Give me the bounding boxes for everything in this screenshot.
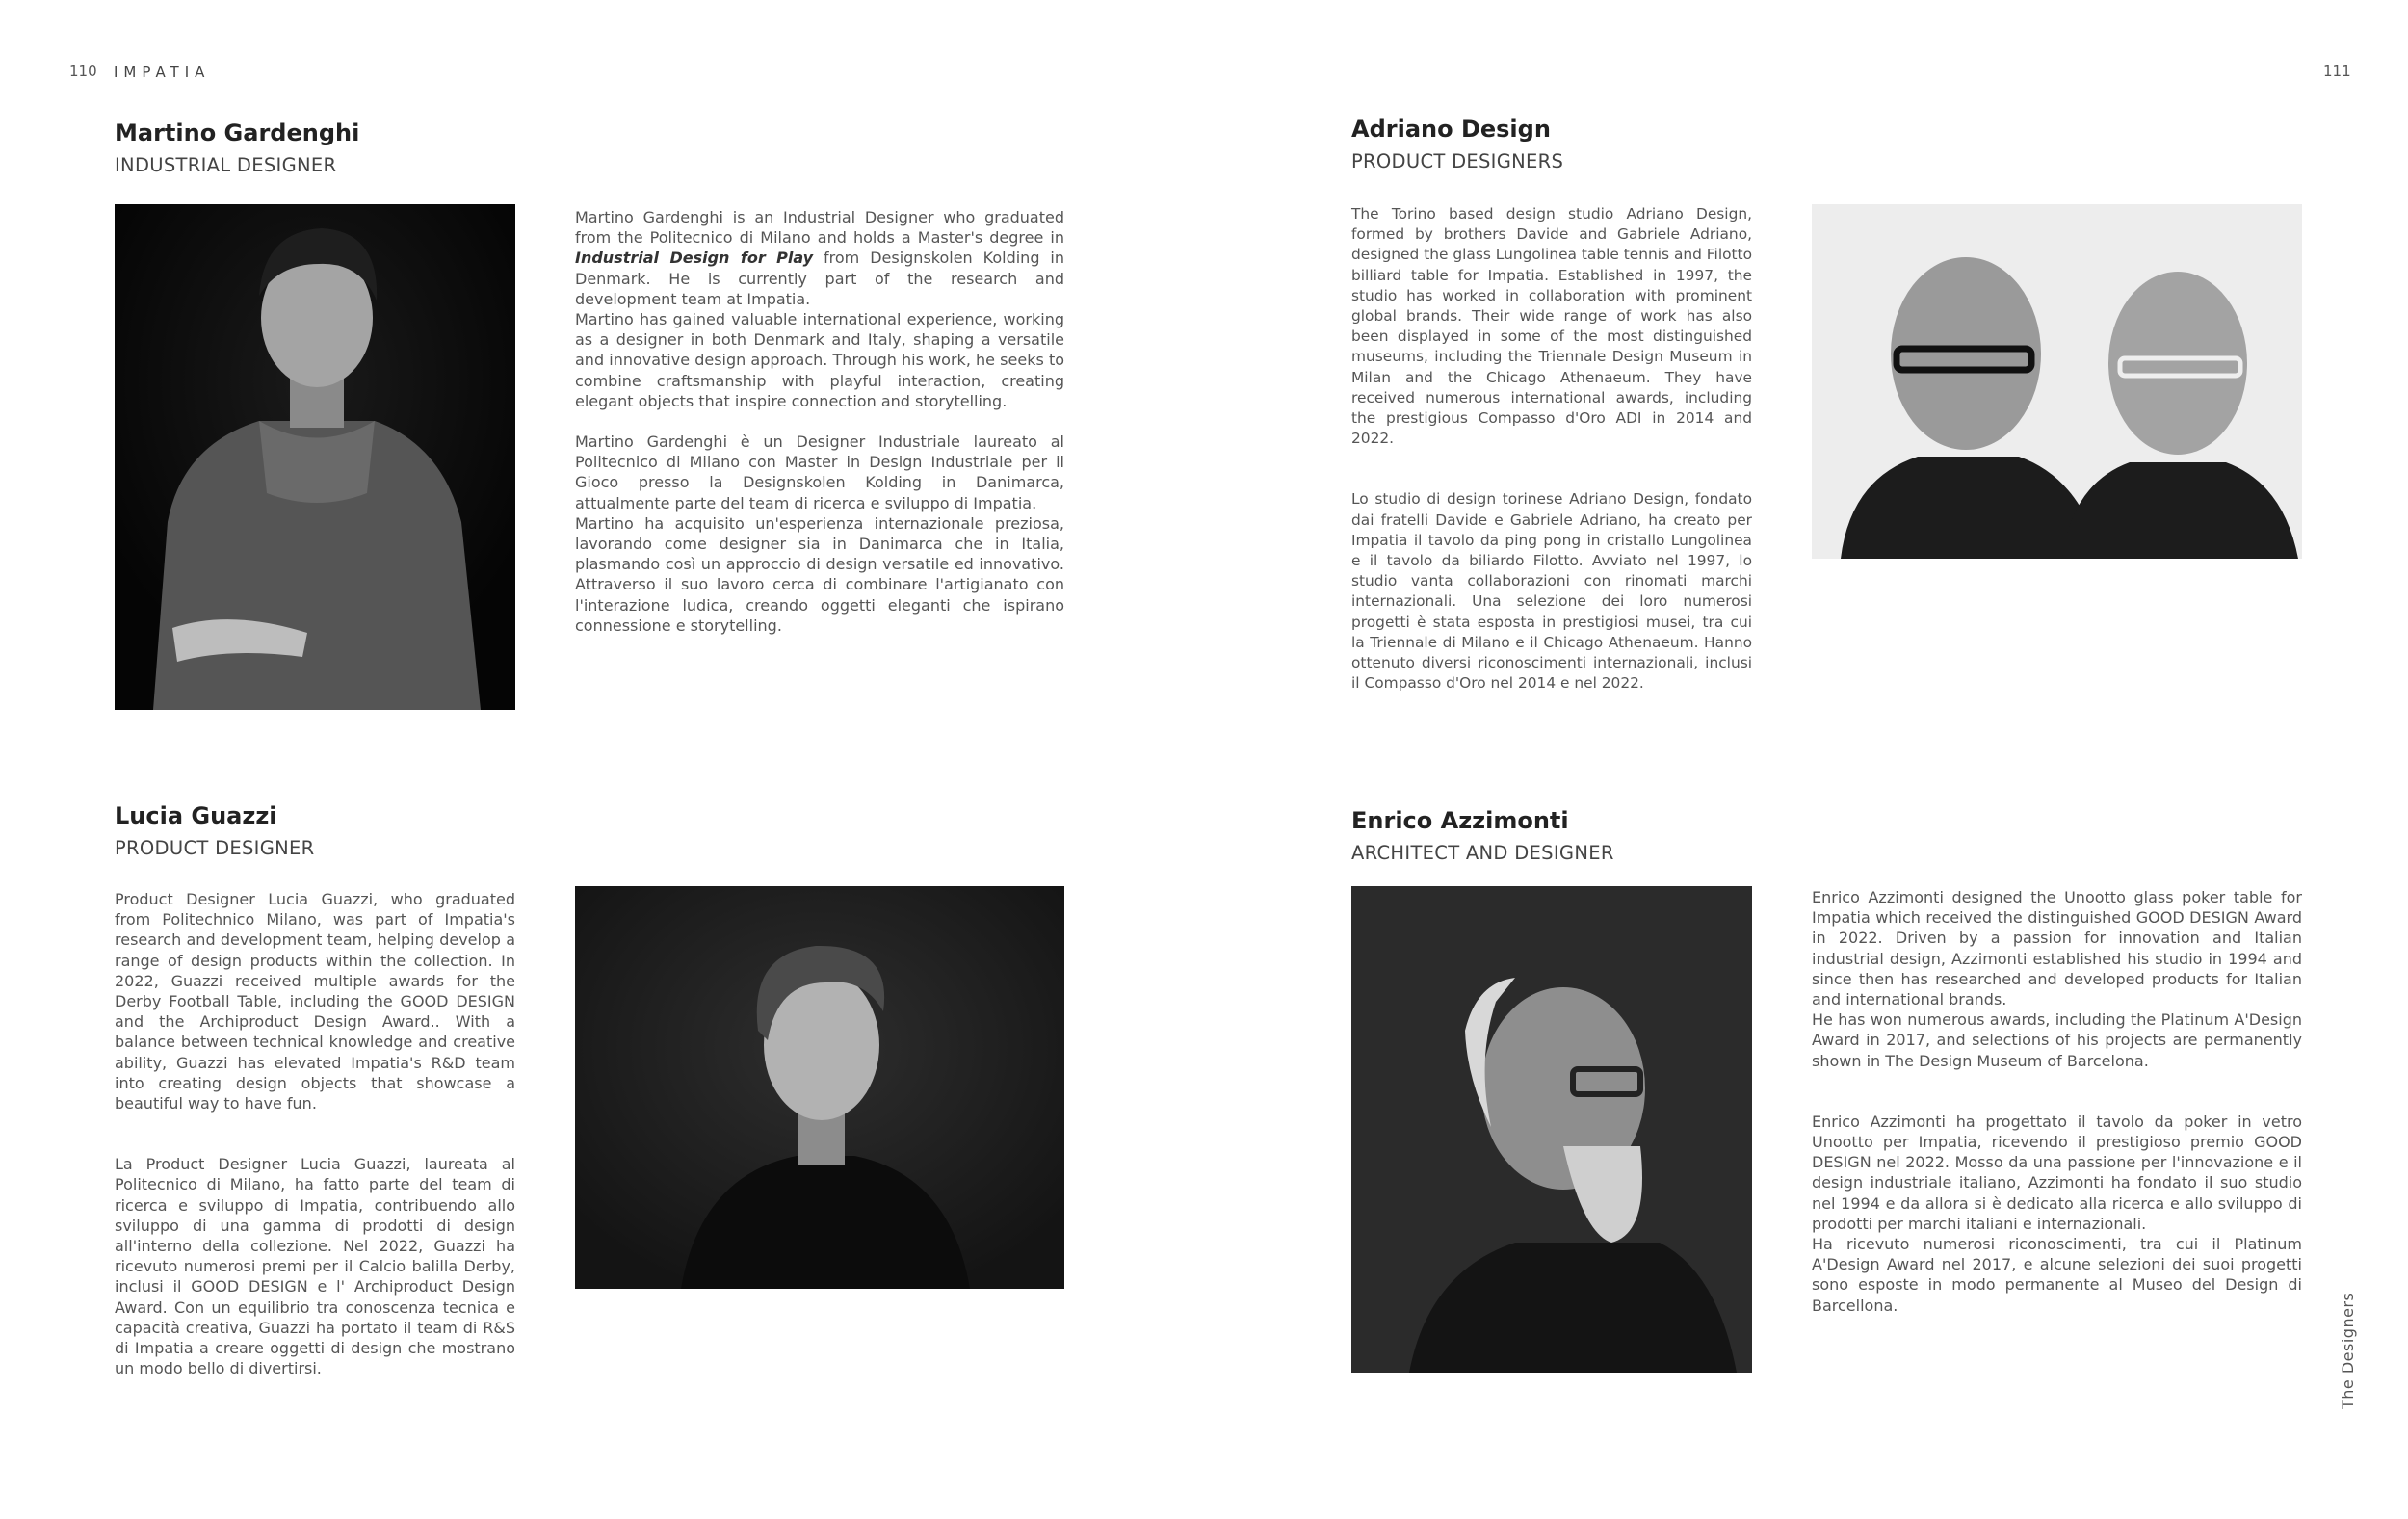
bio-italian-1: La Product Designer Lucia Guazzi, laureata al Politecnico di Milano, ha fatto parte del team di ricerca e sviluppo di Impatia, contribuendo allo sviluppo di una gamma di prodotti di design all'interno della collezione. Nel 2022, Guazzi ha ricevuto numerosi premi per il Calcio balilla Derby, inclusi il GOOD DESIGN e l' Archiproduct Design Award. Con un equilibrio tra conoscenza tecnica e capacità creativa, Guazzi ha portato il team di R&S di Impatia a creare oggetti di design che mostrano un modo bello di divertirsi. — [115, 1155, 515, 1378]
bio-italian-1: Enrico Azzimonti ha progettato il tavolo da poker in vetro Unootto per Impatia, ricevendo il prestigioso premio GOOD DESIGN nel 2022. Mosso da una passione per l'innovazione e il design industriale italiano, Azzimonti ha fondato il suo studio nel 1994 e da allora si è dedicato alla ricerca e allo sviluppo di prodotti per marchi italiani e internazionali. — [1812, 1112, 2302, 1233]
bio-english-1: Product Designer Lucia Guazzi, who graduated from Politechnico Milano, was part of Impatia's research and development team, helping develop a range of design products within the collection. In 2022, Guazzi received multiple awards for the Derby Football Table, including the GOOD DESIGN and the Archiproduct Design Award.. With a balance between technical knowledge and creative ability, Guazzi has elevated Impatia's R&D team into creating design objects that showcase a beautiful way to have fun. — [115, 890, 515, 1113]
page-number-right: 111 — [2323, 63, 2351, 80]
bio-italian-2: Martino ha acquisito un'esperienza internazionale preziosa, lavorando come designer sia in Danimarca che in Italia, plasmando così un approccio di design versatile ed innovativo. Attraverso il suo lavoro cerca di combinare l'artigianato con l'interazione ludica, creando oggetti eleganti che ispirano connessione e storytelling. — [575, 513, 1064, 635]
designer-name: Adriano Design — [1351, 116, 1551, 143]
designer-role: ARCHITECT AND DESIGNER — [1351, 842, 1614, 864]
section-label: The Designers — [2339, 1292, 2357, 1409]
bio-italian-2: Ha ricevuto numerosi riconoscimenti, tra cui il Platinum A'Design Award nel 2017, e alcune selezioni dei suoi progetti sono esposte in modo permanente al Museo del Design di Barcellona. — [1812, 1235, 2302, 1315]
impatia-logo: IMPATIA — [114, 64, 211, 81]
portrait-two-men-glasses-icon — [1812, 204, 2302, 559]
designer-name: Enrico Azzimonti — [1351, 807, 1569, 834]
bio-english-2: Martino has gained valuable international experience, working as a designer in both Denmark and Italy, shaping a versatile and innovative design approach. Through his work, he seeks to combine craftsmanship with playful interaction, creating elegant objects that inspire connection and storytelling. — [575, 310, 1064, 410]
bio-italian-1: Martino Gardenghi è un Designer Industriale laureato al Politecnico di Milano con Master in Design Industriale per il Gioco presso la Designskolen Kolding in Danimarca, attualmente parte del team di ricerca e sviluppo di Impatia. — [575, 432, 1064, 512]
portrait-photo — [1351, 886, 1752, 1373]
bio-english-1: Martino Gardenghi is an Industrial Designer who graduated from the Politecnico di Milano and holds a Master's degree in Industrial Design for Play from Designskolen Kolding in Denmark. He is currently part of the research and development team at Impatia. — [575, 208, 1064, 308]
bio-english-1: The Torino based design studio Adriano Design, formed by brothers Davide and Gabriele Adriano, designed the glass Lungolinea table tennis and Filotto billiard table for Impatia. Established in 1997, the studio has worked in collaboration with prominent global brands. Their wide range of work has also been displayed in some of the most distinguished museums, including the Triennale Design Museum in Milan and the Chicago Athenaeum. They have received numerous international awards, including the prestigious Compasso d'Oro ADI in 2014 and 2022. — [1351, 205, 1752, 448]
designer-role: PRODUCT DESIGNER — [115, 837, 315, 859]
page-number-left: 110 — [69, 63, 97, 80]
bio-english-1: Enrico Azzimonti designed the Unootto glass poker table for Impatia which received the distinguished GOOD DESIGN Award in 2022. Driven by a passion for innovation and Italian industrial design, Azzimonti established his studio in 1994 and since then has researched and developed products for Italian and international brands. — [1812, 888, 2302, 1009]
portrait-photo — [1812, 204, 2302, 559]
portrait-photo — [115, 204, 515, 710]
designer-role: INDUSTRIAL DESIGNER — [115, 154, 337, 176]
portrait-bearded-man-profile-icon — [1351, 886, 1752, 1373]
portrait-photo — [575, 886, 1064, 1289]
bio-italian-1: Lo studio di design torinese Adriano Design, fondato dai fratelli Davide e Gabriele Adriano, ha creato per Impatia il tavolo da ping pong in cristallo Lungolinea e il tavolo da biliardo Filotto. Avviato nel 1997, lo studio vanta collaborazioni con rinomati marchi internazionali. Una selezione dei loro numerosi progetti è stata esposta in prestigiosi musei, tra cui la Triennale di Milano e il Chicago Athenaeum. Hanno ottenuto diversi riconoscimenti internazionali, inclusi il Compasso d'Oro nel 2014 e nel 2022. — [1351, 490, 1752, 693]
portrait-young-man-seated-icon — [115, 204, 515, 710]
portrait-woman-curly-hair-icon — [575, 886, 1064, 1289]
designer-name: Lucia Guazzi — [115, 802, 277, 829]
bio-english-2: He has won numerous awards, including the Platinum A'Design Award in 2017, and selections of his projects are permanently shown in The Design Museum of Barcelona. — [1812, 1010, 2302, 1070]
designer-role: PRODUCT DESIGNERS — [1351, 150, 1564, 172]
designer-name: Martino Gardenghi — [115, 119, 360, 146]
